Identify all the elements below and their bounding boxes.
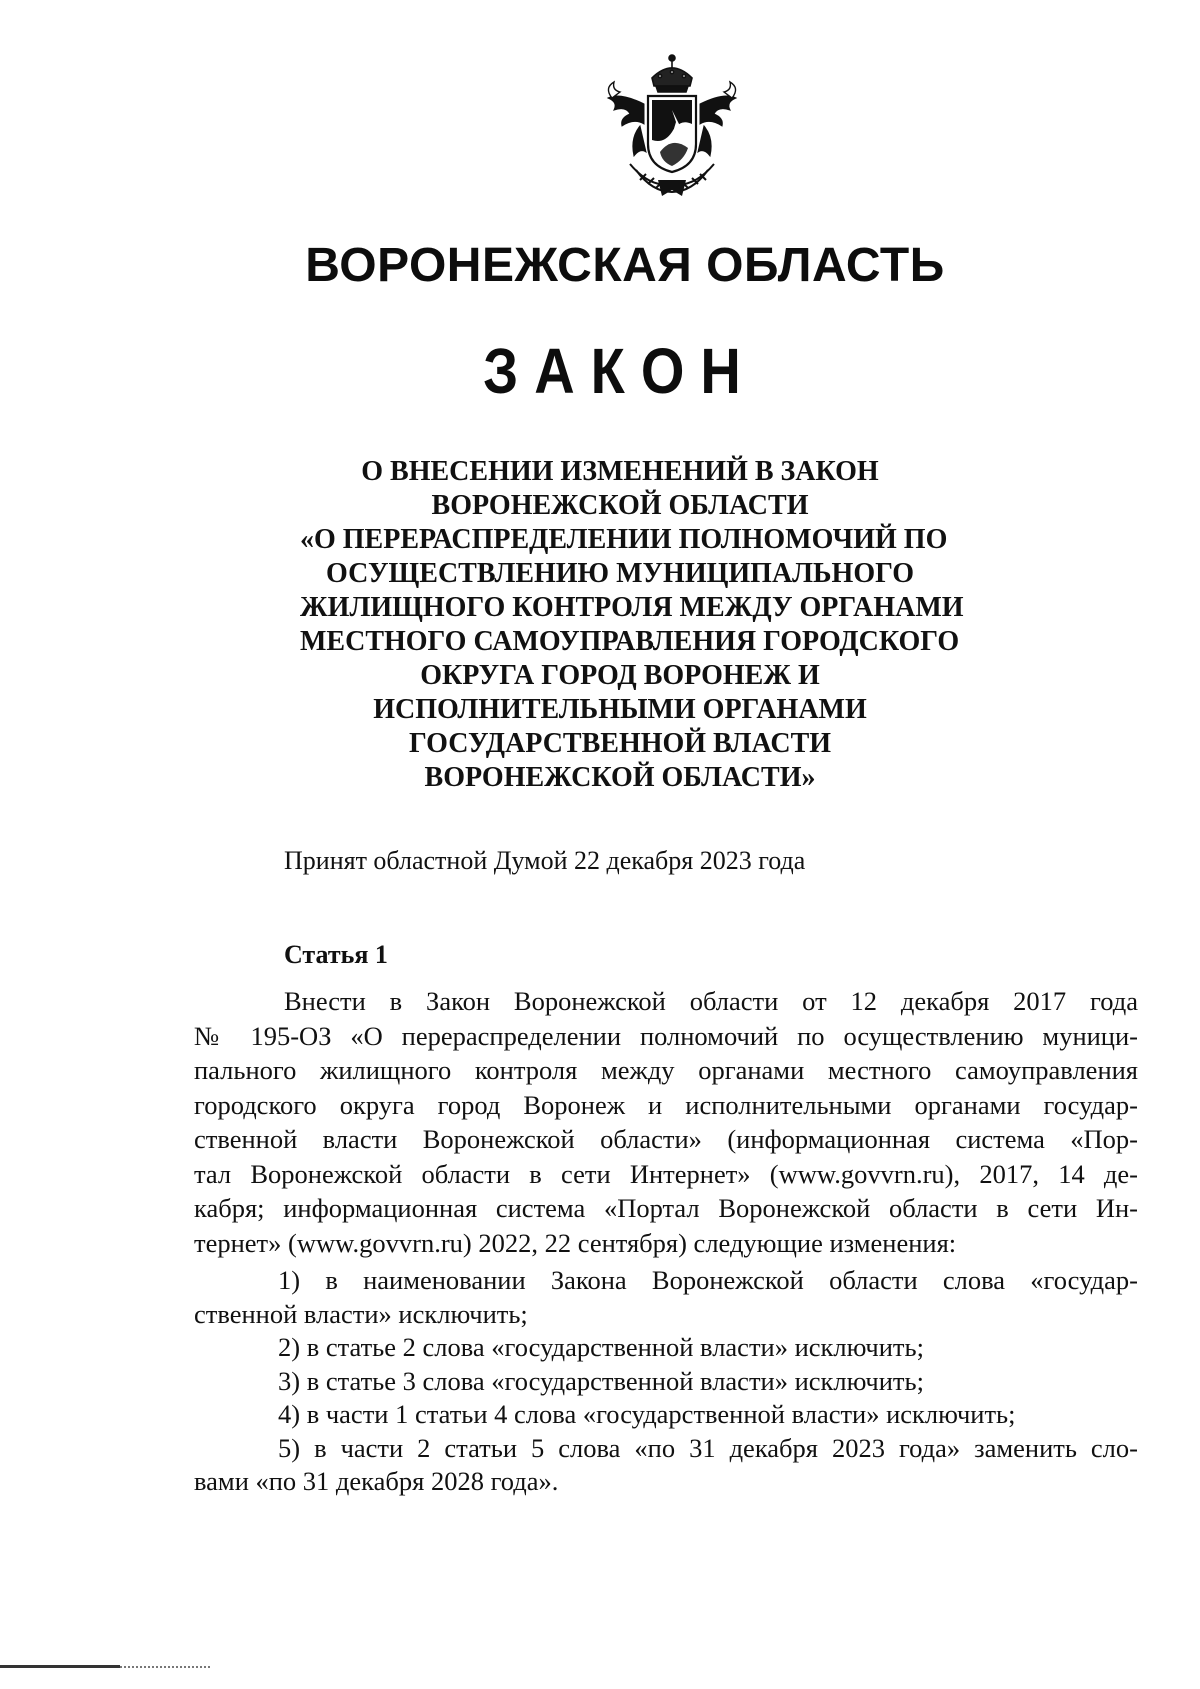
paragraph-line: № 195-ОЗ «О перераспределении полномочий по осуществлению муници-	[194, 1020, 1138, 1051]
law-title-line: ВОРОНЕЖСКОЙ ОБЛАСТИ»	[424, 762, 816, 793]
article-paragraph	[194, 984, 1138, 1260]
law-title	[300, 455, 964, 795]
law-title-line: ГОСУДАРСТВЕННОЙ ВЛАСТИ	[408, 728, 832, 759]
paragraph-line: пального жилищного контроля между органами местного самоуправления	[194, 1055, 1138, 1085]
adoption-date: Принят областной Думой 22 декабря 2023 года	[284, 846, 806, 875]
list-item: 3) в статье 3 слова «государственной власти» исключить;	[278, 1365, 924, 1396]
law-title-line: МЕСТНОГО САМОУПРАВЛЕНИЯ ГОРОДСКОГО	[300, 626, 960, 657]
paragraph-line: Внести в Закон Воронежской области от 12 декабря 2017 года	[284, 986, 1138, 1016]
region-title: ВОРОНЕЖСКАЯ ОБЛАСТЬ	[305, 239, 945, 292]
list-item-continuation: ственной власти» исключить;	[194, 1298, 528, 1329]
list-item: 1) в наименовании Закона Воронежской области слова «государ-	[278, 1265, 1138, 1295]
paragraph-line: городского округа город Воронеж и исполнительными органами государ-	[194, 1089, 1138, 1120]
list-item: 5) в части 2 статьи 5 слова «по 31 декабря 2023 года» заменить сло-	[278, 1432, 1138, 1463]
amendments-list	[194, 1264, 1138, 1499]
scan-edge-rule	[0, 1665, 120, 1668]
voronezh-coat-of-arms-icon	[600, 52, 744, 200]
law-title-line: ОСУЩЕСТВЛЕНИЮ МУНИЦИПАЛЬНОГО	[326, 558, 914, 589]
paragraph-line: тал Воронежской области в сети Интернет» (www.govvrn.ru), 2017, 14 де-	[194, 1158, 1138, 1189]
paragraph-line: кабря; информационная система «Портал Воронежской области в сети Ин-	[194, 1193, 1138, 1223]
paragraph-line: тернет» (www.govvrn.ru) 2022, 22 сентября) следующие изменения:	[194, 1227, 957, 1258]
law-title-line: ВОРОНЕЖСКОЙ ОБЛАСТИ	[431, 490, 809, 521]
scan-edge-rule	[120, 1666, 210, 1669]
list-item: 4) в части 1 статьи 4 слова «государственной власти» исключить;	[278, 1399, 1016, 1429]
law-title-line: ЖИЛИЩНОГО КОНТРОЛЯ МЕЖДУ ОРГАНАМИ	[300, 592, 964, 623]
law-title-line: О ВНЕСЕНИИ ИЗМЕНЕНИЙ В ЗАКОН	[361, 456, 879, 487]
paragraph-line: ственной власти Воронежской области» (информационная система «Пор-	[194, 1124, 1138, 1154]
law-title-line: ИСПОЛНИТЕЛЬНЫМИ ОРГАНАМИ	[373, 694, 867, 725]
list-item-continuation: вами «по 31 декабря 2028 года».	[194, 1466, 559, 1496]
law-title-line: ОКРУГА ГОРОД ВОРОНЕЖ И	[420, 660, 820, 691]
article-heading: Статья 1	[284, 940, 388, 969]
list-item: 2) в статье 2 слова «государственной власти» исключить;	[278, 1332, 924, 1362]
document-type: ЗАКОН	[483, 334, 757, 407]
law-title-line: «О ПЕРЕРАСПРЕДЕЛЕНИИ ПОЛНОМОЧИЙ ПО	[300, 524, 948, 555]
